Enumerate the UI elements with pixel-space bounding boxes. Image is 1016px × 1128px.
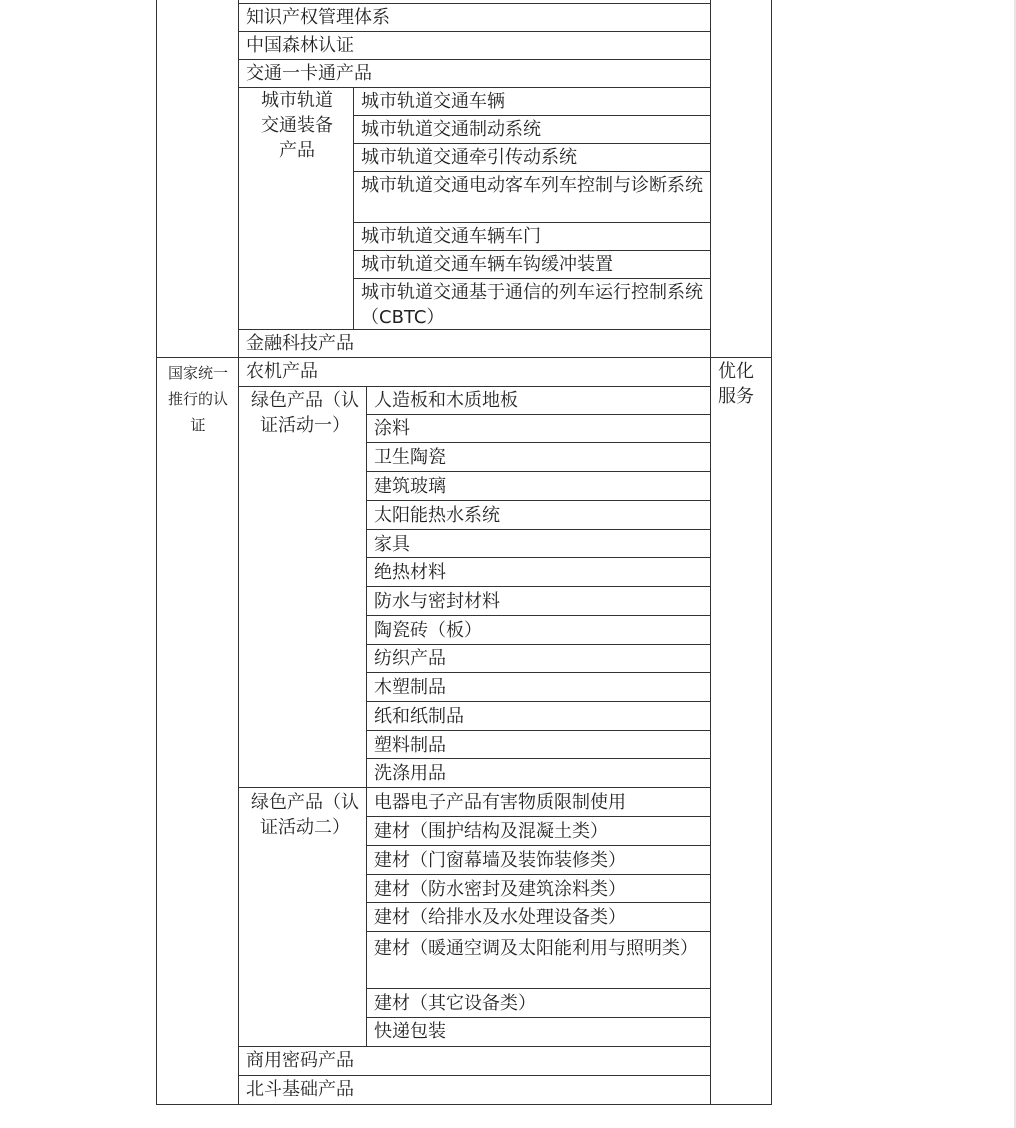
row-line (353, 278, 711, 279)
group-divider (156, 357, 772, 358)
column-divider-2 (710, 0, 711, 1105)
row-line (366, 442, 711, 443)
row-line (238, 3, 711, 4)
table-cell: 城市轨道交通牵引传动系统 (361, 147, 577, 168)
table-cell: 交通一卡通产品 (246, 63, 372, 84)
table-cell: 塑料制品 (374, 735, 446, 756)
row-line (353, 250, 711, 251)
row-line (353, 143, 711, 144)
row-line (238, 386, 711, 387)
row-line (353, 222, 711, 223)
row-line (366, 874, 711, 875)
table-cell: 纸和纸制品 (374, 706, 464, 727)
table-cell: 建材（暖通空调及太阳能利用与照明类） (374, 938, 698, 959)
table-cell: 太阳能热水系统 (374, 505, 500, 526)
row-line (238, 1075, 711, 1076)
row-line (366, 586, 711, 587)
row-line (238, 31, 711, 32)
row-line (366, 644, 711, 645)
subcolumn-divider (353, 87, 354, 330)
table-cell: 木塑制品 (374, 677, 446, 698)
row-line (366, 500, 711, 501)
table-cell: 建筑玻璃 (374, 476, 446, 497)
table-border-bottom (156, 1104, 772, 1105)
row-line (366, 988, 711, 989)
table-cell: 建材（其它设备类） (374, 993, 536, 1014)
table-cell: 家具 (374, 534, 410, 555)
row-line (238, 329, 711, 330)
row-line (366, 615, 711, 616)
row-line (238, 787, 711, 788)
table-cell: 建材（门窗幕墙及装饰装修类） (374, 850, 626, 871)
row-line (366, 1017, 711, 1018)
column-divider-1 (238, 0, 239, 1105)
table-cell: 防水与密封材料 (374, 591, 500, 612)
table-border-left (156, 0, 157, 1105)
category-rail: 城市轨道交通装备产品 (261, 90, 333, 161)
row-line (353, 171, 711, 172)
table-cell: 涂料 (374, 418, 410, 439)
table-cell: 卫生陶瓷 (374, 447, 446, 468)
table-cell: 快递包装 (374, 1021, 446, 1042)
table-cell: 建材（给排水及水处理设备类） (374, 907, 626, 928)
certification-type: 国家统一推行的认证 (167, 364, 228, 434)
row-line (366, 701, 711, 702)
category-green-2: 绿色产品（认证活动二） (251, 792, 359, 838)
row-line (238, 59, 711, 60)
table-cell: 电器电子产品有害物质限制使用 (374, 792, 626, 813)
table-cell: 商用密码产品 (246, 1050, 354, 1071)
row-line (366, 816, 711, 817)
table-cell: 人造板和木质地板 (374, 390, 518, 411)
table-cell: 建材（围护结构及混凝土类） (374, 821, 608, 842)
row-line (366, 529, 711, 530)
category-green-1: 绿色产品（认证活动一） (251, 390, 359, 436)
row-line (366, 902, 711, 903)
subcolumn-divider (366, 386, 367, 1046)
table-cell: 城市轨道交通电动客车列车控制与诊断系统 (361, 175, 703, 196)
table-cell: 陶瓷砖（板） (374, 620, 482, 641)
table-cell: 绝热材料 (374, 562, 446, 583)
table-cell: 中国森林认证 (246, 35, 354, 56)
table-cell: 建材（防水密封及建筑涂料类） (374, 879, 626, 900)
table-cell: 城市轨道交通制动系统 (361, 119, 541, 140)
table-cell: 知识产权管理体系 (246, 7, 390, 28)
table-cell: 城市轨道交通车辆车钩缓冲装置 (361, 254, 613, 275)
row-line (366, 672, 711, 673)
row-line (238, 1046, 711, 1047)
table-cell: 北斗基础产品 (246, 1079, 354, 1100)
table-cell: 农机产品 (246, 361, 318, 382)
table-cell: 城市轨道交通基于通信的列车运行控制系统（CBTC） (361, 282, 703, 328)
row-line (366, 557, 711, 558)
table-cell: 金融科技产品 (246, 333, 354, 354)
row-line (366, 931, 711, 932)
row-line (366, 845, 711, 846)
row-line (366, 730, 711, 731)
row-line (366, 471, 711, 472)
row-line (366, 758, 711, 759)
row-line (366, 414, 711, 415)
table-border-right (771, 0, 772, 1105)
measure-cell: 优化服务 (718, 361, 754, 407)
table-cell: 城市轨道交通车辆 (361, 91, 505, 112)
table-cell: 洗涤用品 (374, 763, 446, 784)
table-cell: 纺织产品 (374, 648, 446, 669)
row-line (353, 115, 711, 116)
table-cell: 城市轨道交通车辆车门 (361, 226, 541, 247)
